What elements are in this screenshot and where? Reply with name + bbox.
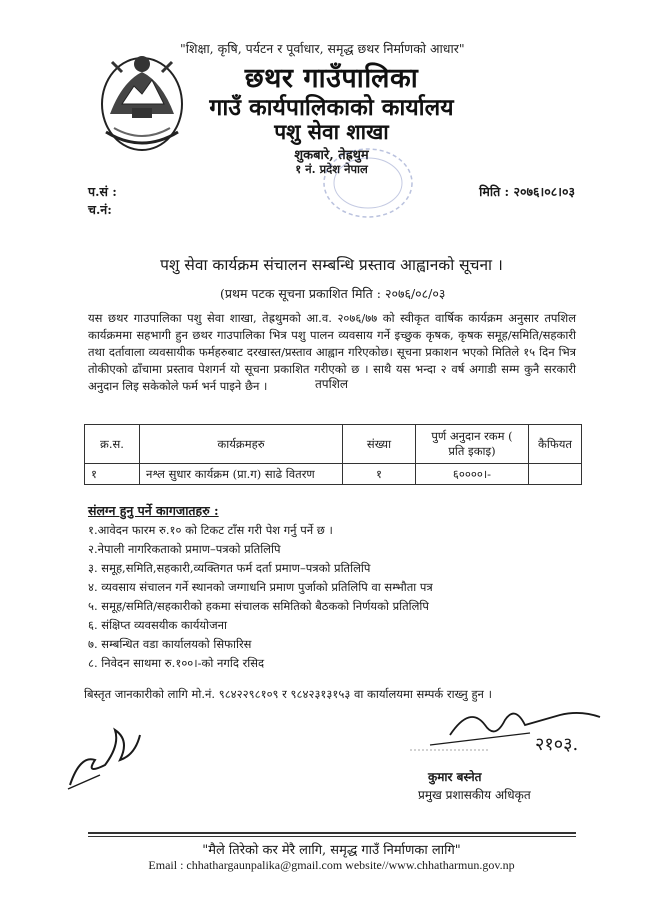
footer-divider — [88, 832, 576, 834]
cell-serial: १ — [85, 464, 140, 485]
footer-motto: "मैले तिरेको कर मेरै लागि, समृद्ध गाउँ निर्माणका लागि" — [202, 843, 461, 858]
col-header-remarks: कैफियत — [529, 425, 582, 464]
footer-divider-thin — [88, 836, 576, 837]
list-item: ५. समूह/समिति/सहकारीको हकमा संचालक समितिको बैठकको निर्णयको प्रतिलिपि — [88, 599, 429, 613]
officer-title: प्रमुख प्रशासकीय अधिकृत — [418, 788, 531, 802]
list-item: ३. समूह,समिति,सहकारी,व्यक्तिगत फर्म दर्ता प्रमाण–पत्रको प्रतिलिपि — [88, 561, 371, 575]
table-row — [85, 464, 582, 485]
list-item: ७. सम्बन्धित वडा कार्यालयको सिफारिस — [88, 637, 252, 651]
cell-grant-amount: ६००००।- — [416, 464, 529, 485]
initial-signature-icon — [60, 715, 150, 795]
org-name: छथर गाउँपालिका — [244, 63, 419, 94]
handwritten-date: २१०३. — [535, 734, 579, 755]
program-table — [84, 424, 582, 485]
col-header-quantity: संख्या — [343, 425, 416, 464]
office-stamp-icon — [318, 143, 418, 223]
footer-contact: Email : chhathargaunpalika@gmail.com website//www.chhatharmun.gov.np — [148, 858, 515, 872]
cell-quantity: १ — [343, 464, 416, 485]
list-item: ४. व्यवसाय संचालन गर्ने स्थानको जग्गाधनि प्रमाण पुर्जाको प्रतिलिपि वा सम्भौता पत्र — [88, 580, 433, 594]
dispatch-number-label: च.नं: — [88, 202, 112, 217]
motto-tagline: "शिक्षा, कृषि, पर्यटन र पूर्वाधार, समृद्ध छथर निर्माणको आधार" — [180, 41, 465, 56]
reference-number-label: प.सं : — [88, 184, 117, 199]
list-item: २.नेपाली नागरिकताको प्रमाण–पत्रको प्रतिलिपि — [88, 542, 281, 556]
list-item: ६. संक्षिप्त व्यवसयीक कार्ययोजना — [88, 618, 227, 632]
contact-info: बिस्तृत जानकारीको लागि मो.नं. ९८४२२९८१०९ र ९८४२३१३१५३ वा कार्यालयमा सम्पर्क राख्नु हुन । — [84, 687, 492, 701]
cell-remarks — [529, 464, 582, 485]
list-item: ८. निवेदन साथमा रु.१००।-को नगदि रसिद — [88, 656, 265, 670]
address-line1: शुकबारे, तेह्रथुम — [294, 148, 369, 163]
address-line2: १ नं. प्रदेश नेपाल — [295, 162, 368, 176]
documents-list — [88, 521, 433, 673]
table-header-row — [85, 425, 582, 464]
col-header-grant-amount: पुर्ण अनुदान रकम ( प्रति इकाइ) — [416, 425, 529, 464]
documents-heading: संलग्न हुनु पर्ने कागजातहरु : — [88, 503, 219, 518]
cell-program: नश्ल सुधार कार्यक्रम (प्रा.ग) साढे वितरण — [140, 464, 343, 485]
notice-body: यस छथर गाउपालिका पशु सेवा शाखा, तेह्रथुमको आ.व. २०७६/७७ को स्वीकृत वार्षिक कार्यक्रम अनुसार तपशिल कार्यक्रममा सहभागी हुन छथर गाउपालिका भित्र पशु पालन व्यवसाय गर्ने इच्छुक कृषक, कृषक समूह/समिति/सहकारी तथा दर्तावाला व्यवसायीक फर्महरुबाट दरखास्त/प्रस्ताव आह्वान गरिएकोछ। सूचना प्रकाशन भएको मितिले १५ दिन भित्र तोकीएको ढाँचामा प्रस्ताव पेशगर्न यो सूचना प्रकाशित गरीएको छ । साथै यस भन्दा २ वर्ष अगाडी सम्म कुनै सरकारी अनुदान लिइ सकेकोले फर्म भर्न पाइने छैन । — [88, 311, 576, 393]
officer-name: कुमार बस्नेत — [428, 770, 482, 784]
notice-title: पशु सेवा कार्यक्रम संचालन सम्बन्धि प्रस्ताव आह्वानको सूचना । — [160, 256, 503, 274]
notice-subtitle: (प्रथम पटक सूचना प्रकाशित मिति : २०७६/०८/०३ — [220, 286, 446, 301]
office-name: गाउँ कार्यपालिकाको कार्यालय — [209, 94, 454, 121]
table-caption: तपशिल — [314, 377, 349, 391]
letter-date: मिति : २०७६।०८।०३ — [479, 184, 575, 199]
officer-signature-icon — [410, 695, 610, 755]
section-name: पशु सेवा शाखा — [274, 119, 389, 144]
col-header-serial: क्र.स. — [85, 425, 140, 464]
col-header-program: कार्यक्रमहरु — [140, 425, 343, 464]
list-item: १.आवेदन फारम रु.१० को टिकट टाँस गरी पेश गर्नु पर्ने छ । — [88, 523, 333, 537]
